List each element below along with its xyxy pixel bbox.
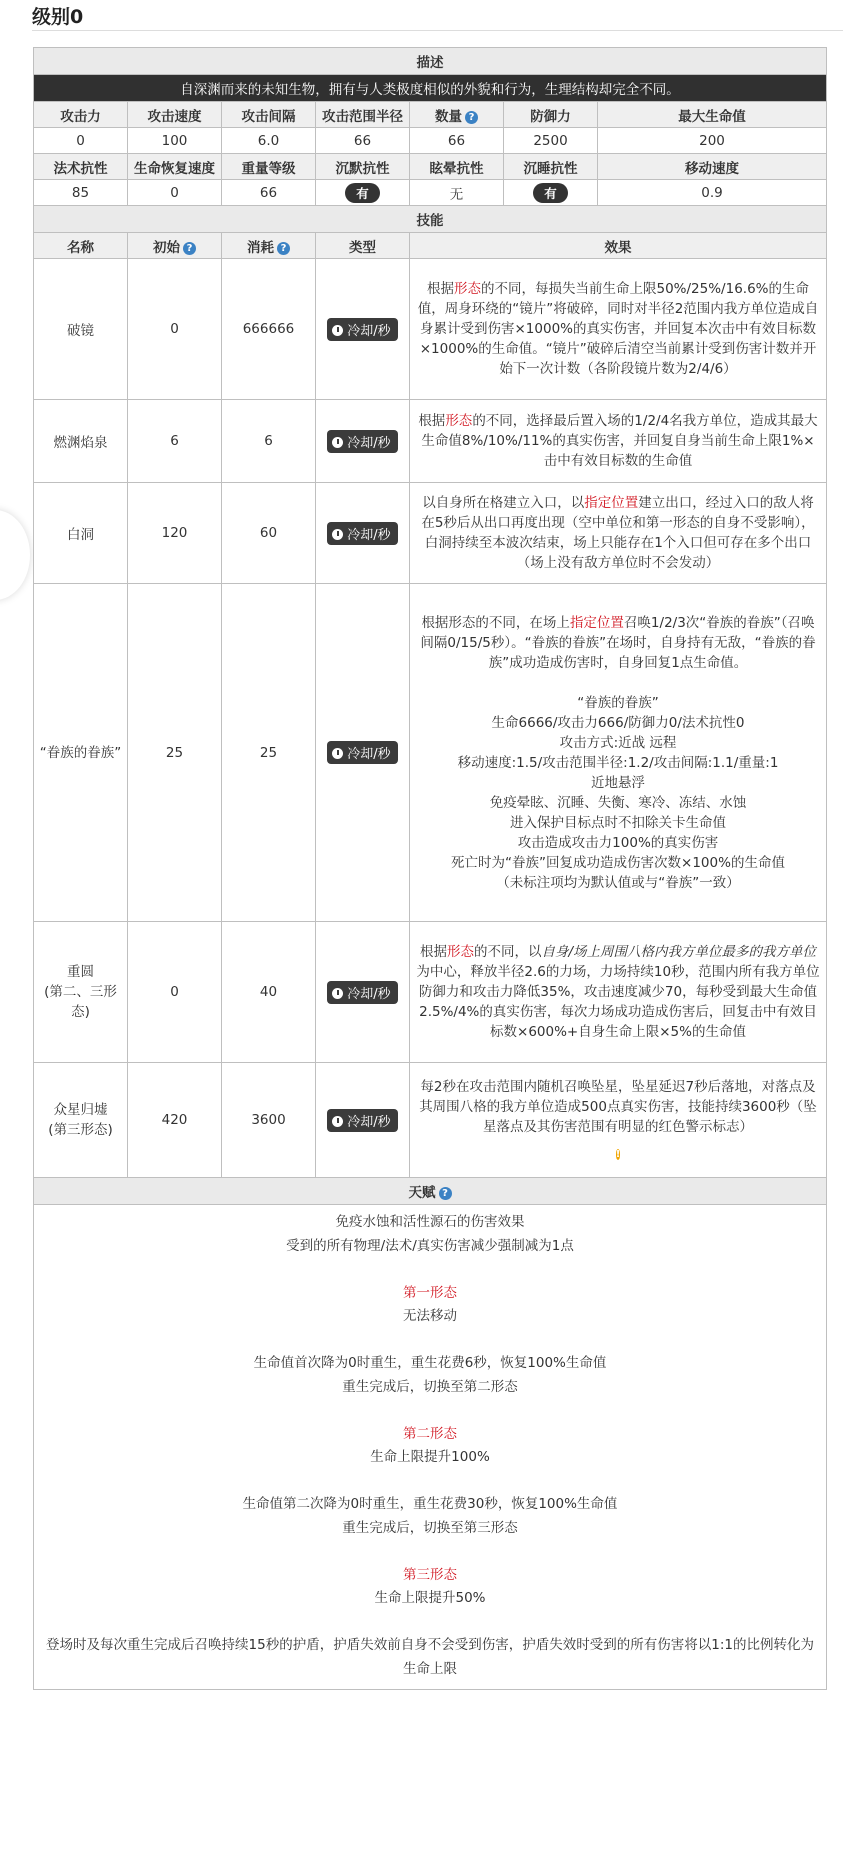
skill-col-label: 初始 xyxy=(153,239,180,256)
effect-text: 建立出口，经过入口的敌人将在5秒后从出口再度出现（空中单位和第一形态的自身不受影响），白洞持续至本波次结束，场上只能存在1个入口但可存在多个出口（场上没有敌方单位时不会发动） xyxy=(421,495,815,571)
skill-type xyxy=(316,1063,410,1178)
summon-stat: 死亡时为“眷族”回复成功造成伤害次数×100%的生命值 xyxy=(451,854,785,871)
effect-text: 每2秒在攻击范围内随机召唤坠星，坠星延迟7秒后落地，对落点及其周围八格的我方单位造成500点真实伤害，技能持续3600秒（坠星落点及其伤害范围有明显的红色警示标志） xyxy=(419,1079,817,1135)
stat-header-label: 数量 xyxy=(435,108,462,125)
skill-name: 破镜 xyxy=(34,259,128,400)
stat-header-count xyxy=(410,102,504,128)
summon-stat: 攻击方式:近战 远程 xyxy=(559,734,677,751)
summon-stat: 攻击造成攻击力100%的真实伤害 xyxy=(517,834,719,851)
effect-text: 根据 xyxy=(418,413,446,429)
cooldown-label: 冷却/秒 xyxy=(347,747,391,762)
clock-icon xyxy=(332,988,343,999)
summon-stat: 近地悬浮 xyxy=(591,774,645,791)
skill-name-line: 众星归墟 xyxy=(53,1102,108,1118)
side-floating-button[interactable] xyxy=(0,510,30,600)
position-link[interactable]: 指定位置 xyxy=(569,614,624,631)
talent-content xyxy=(34,1205,827,1690)
effect-text: 召唤1/2/3次“眷族的眷族”（召唤间隔0/15/5秒）。“眷族的眷族”在场时，自身持有无敌，“眷族的眷族”成功造成伤害时，自身回复1点生命值。 xyxy=(420,614,816,671)
section-description-header: 描述 xyxy=(34,48,827,75)
stat-header: 攻击间隔 xyxy=(222,102,316,128)
skill-initial: 6 xyxy=(128,400,222,483)
stat-value: 0 xyxy=(34,128,128,154)
skill-cost: 25 xyxy=(222,584,316,922)
skill-name: “眷族的眷族” xyxy=(34,584,128,922)
stat-header: 沉默抗性 xyxy=(316,154,410,180)
stat-value: 0.9 xyxy=(598,180,827,206)
skill-name-form: (第三形态) xyxy=(48,1122,113,1138)
talent-line: 无法移动 xyxy=(403,1308,457,1324)
form-link[interactable]: 形态 xyxy=(446,944,474,960)
talent-line: 重生完成后，切换至第二形态 xyxy=(342,1378,518,1395)
effect-paragraph xyxy=(416,613,820,673)
stat-header: 沉睡抗性 xyxy=(504,154,598,180)
clock-icon xyxy=(332,325,343,336)
enemy-info-panel xyxy=(33,47,827,1690)
stat-header: 重量等级 xyxy=(222,154,316,180)
summon-stat: 生命6666/攻击力666/防御力0/法术抗性0 xyxy=(491,714,745,731)
talent-line: 生命值首次降为0时重生，重生花费6秒，恢复100%生命值 xyxy=(253,1355,607,1371)
stat-value: 66 xyxy=(316,128,410,154)
skill-type xyxy=(316,259,410,400)
skill-initial: 0 xyxy=(128,259,222,400)
cooldown-label: 冷却/秒 xyxy=(347,323,391,339)
skill-cost: 40 xyxy=(222,922,316,1063)
talent-line: 生命上限提升100% xyxy=(370,1449,490,1465)
talent-line: 重生完成后，切换至第三形态 xyxy=(342,1519,518,1536)
form-link[interactable]: 形态 xyxy=(445,413,473,429)
effect-text: 根据 xyxy=(427,281,454,297)
clock-icon xyxy=(332,748,343,759)
skill-row xyxy=(34,400,827,483)
skill-initial: 0 xyxy=(128,922,222,1063)
stat-value: 2500 xyxy=(504,128,598,154)
cooldown-label: 冷却/秒 xyxy=(347,1114,391,1130)
skill-col-type: 类型 xyxy=(316,233,410,259)
skill-effect xyxy=(410,400,827,483)
form-link[interactable]: 形态 xyxy=(454,281,481,297)
skill-col-initial xyxy=(128,233,222,259)
cooldown-badge xyxy=(327,981,397,1004)
talent-line: 生命上限提升50% xyxy=(374,1590,486,1606)
cooldown-badge xyxy=(327,318,397,341)
talent-line: 生命值第二次降为0时重生，重生花费30秒，恢复100%生命值 xyxy=(242,1496,618,1512)
spacer xyxy=(40,1611,820,1635)
stat-value-sleep xyxy=(504,180,598,206)
help-circle-icon[interactable]: ? xyxy=(439,1187,452,1200)
note-wrapper xyxy=(416,1143,820,1163)
skill-name xyxy=(34,922,128,1063)
summon-stat: 免疫晕眩、沉睡、失衡、寒冷、冻结、水蚀 xyxy=(489,794,747,811)
talent-line: 受到的所有物理/法术/真实伤害减少强制减为1点 xyxy=(286,1237,574,1254)
summon-note: （未标注项均为默认值或与“眷族”一致） xyxy=(496,874,740,891)
stat-value: 85 xyxy=(34,180,128,206)
spacer xyxy=(40,1399,820,1423)
form-title: 第三形态 xyxy=(403,1566,457,1583)
enemy-info-table xyxy=(33,47,827,1690)
spacer xyxy=(40,1329,820,1353)
stat-header: 眩晕抗性 xyxy=(410,154,504,180)
effect-text: 为中心，释放半径2.6的力场，力场持续10秒，范围内所有我方单位防御力和攻击力降低35%，攻击速度减少70，每秒受到最大生命值2.5%/4%的真实伤害，每次力场成功造成伤害后，回复击中有效目标数×600%+自身生命上限×5%的生命值 xyxy=(416,964,820,1040)
warning-icon[interactable]: ! xyxy=(615,1149,621,1160)
description-text: 自深渊而来的未知生物，拥有与人类极度相似的外貌和行为，生理结构却完全不同。 xyxy=(34,75,827,102)
stat-value: 200 xyxy=(598,128,827,154)
stat-value-silence xyxy=(316,180,410,206)
cooldown-label: 冷却/秒 xyxy=(347,435,391,451)
skill-name xyxy=(34,1063,128,1178)
skill-effect xyxy=(410,584,827,922)
help-circle-icon[interactable]: ? xyxy=(183,242,196,255)
talent-line: 登场时及每次重生完成后召唤持续15秒的护盾，护盾失效前自身不会受到伤害，护盾失效时受到的所有伤害将以1:1的比例转化为生命上限 xyxy=(46,1637,814,1677)
form-title: 第二形态 xyxy=(403,1425,457,1442)
skill-cost: 60 xyxy=(222,483,316,584)
stats-value-row-1 xyxy=(34,128,827,154)
title-divider xyxy=(32,30,843,31)
effect-text: 根据 xyxy=(419,944,447,960)
page-title: 级别0 xyxy=(32,6,84,28)
skill-initial: 25 xyxy=(128,584,222,922)
effect-italic-text: 自身/场上周围八格内我方单位最多的我方单位 xyxy=(541,944,817,960)
stat-value: 66 xyxy=(222,180,316,206)
skill-initial: 120 xyxy=(128,483,222,584)
section-talent-header xyxy=(34,1178,827,1205)
summon-name: “眷族的眷族” xyxy=(577,694,659,711)
stat-header: 攻击力 xyxy=(34,102,128,128)
skill-row xyxy=(34,483,827,584)
summon-stat: 移动速度:1.5/攻击范围半径:1.2/攻击间隔:1.1/重量:1 xyxy=(457,754,779,771)
stat-header: 攻击速度 xyxy=(128,102,222,128)
skill-type xyxy=(316,400,410,483)
stat-value: 100 xyxy=(128,128,222,154)
form-title: 第一形态 xyxy=(403,1284,457,1301)
skill-row xyxy=(34,1063,827,1178)
effect-text: 的不同，每损失当前生命上限50%/25%/16.6%的生命值，周身环绕的“镜片”将破碎，同时对半径2范围内我方单位造成自身累计受到伤害×1000%的真实伤害，并回复本次击中有效目标数×1000%的生命值。“镜片”破碎后清空当前累计受到伤害计数并开始下一次计数（各阶段镜片数为2/4/6） xyxy=(417,281,819,377)
cooldown-badge xyxy=(327,522,397,545)
stat-header: 移动速度 xyxy=(598,154,827,180)
skill-initial: 420 xyxy=(128,1063,222,1178)
stat-header: 防御力 xyxy=(504,102,598,128)
effect-text: 以自身所在格建立入口，以 xyxy=(422,495,585,511)
effect-text: 的不同，以 xyxy=(473,944,542,960)
effect-text: 根据形态的不同，在场上 xyxy=(421,614,570,631)
skill-effect xyxy=(410,483,827,584)
spacer xyxy=(40,1258,820,1282)
skill-type xyxy=(316,483,410,584)
cooldown-badge xyxy=(327,1109,397,1132)
skill-type xyxy=(316,584,410,922)
stat-header: 攻击范围半径 xyxy=(316,102,410,128)
skill-cost: 666666 xyxy=(222,259,316,400)
summon-stat: 进入保护目标点时不扣除关卡生命值 xyxy=(510,814,726,831)
skill-row xyxy=(34,922,827,1063)
skill-cost: 3600 xyxy=(222,1063,316,1178)
stat-header: 法术抗性 xyxy=(34,154,128,180)
skill-header-row xyxy=(34,233,827,259)
clock-icon xyxy=(332,437,343,448)
skill-cost: 6 xyxy=(222,400,316,483)
talent-line: 免疫水蚀和活性源石的伤害效果 xyxy=(335,1214,525,1230)
stat-value: 66 xyxy=(410,128,504,154)
cooldown-label: 冷却/秒 xyxy=(347,986,391,1002)
resist-badge: 有 xyxy=(533,183,568,203)
skill-name-line: 重圆 xyxy=(67,964,94,980)
stat-header: 最大生命值 xyxy=(598,102,827,128)
skill-col-cost xyxy=(222,233,316,259)
skill-name: 白洞 xyxy=(34,483,128,584)
spacer xyxy=(40,1470,820,1494)
stat-value: 0 xyxy=(128,180,222,206)
spacer xyxy=(40,1540,820,1564)
skill-name-form: (第二、三形态) xyxy=(44,984,117,1020)
stats-header-row-1 xyxy=(34,102,827,128)
cooldown-label: 冷却/秒 xyxy=(347,527,391,543)
skill-name: 燃渊焰泉 xyxy=(34,400,128,483)
talent-row xyxy=(34,1205,827,1690)
skill-effect xyxy=(410,922,827,1063)
skill-col-name: 名称 xyxy=(34,233,128,259)
stats-header-row-2 xyxy=(34,154,827,180)
help-circle-icon[interactable]: ? xyxy=(277,242,290,255)
resist-badge: 有 xyxy=(345,183,380,203)
skill-col-effect: 效果 xyxy=(410,233,827,259)
stat-header: 生命恢复速度 xyxy=(128,154,222,180)
skill-effect xyxy=(410,259,827,400)
section-talent-label: 天赋 xyxy=(408,1185,436,1201)
stats-value-row-2 xyxy=(34,180,827,206)
skill-col-label: 消耗 xyxy=(247,239,274,256)
cooldown-badge xyxy=(327,741,397,764)
clock-icon xyxy=(332,529,343,540)
stat-value: 6.0 xyxy=(222,128,316,154)
effect-text: 的不同，选择最后置入场的1/2/4名我方单位，造成其最大生命值8%/10%/11%的真实伤害，并回复自身当前生命上限1%×击中有效目标数的生命值 xyxy=(421,413,818,469)
skill-type xyxy=(316,922,410,1063)
spacer xyxy=(416,673,820,693)
cooldown-badge xyxy=(327,430,397,453)
clock-icon xyxy=(332,1116,343,1127)
skill-row xyxy=(34,584,827,922)
skill-effect xyxy=(410,1063,827,1178)
section-skills-header: 技能 xyxy=(34,206,827,233)
stat-value: 无 xyxy=(410,180,504,206)
position-link[interactable]: 指定位置 xyxy=(584,495,639,511)
skill-row xyxy=(34,259,827,400)
help-circle-icon[interactable]: ? xyxy=(465,111,478,124)
